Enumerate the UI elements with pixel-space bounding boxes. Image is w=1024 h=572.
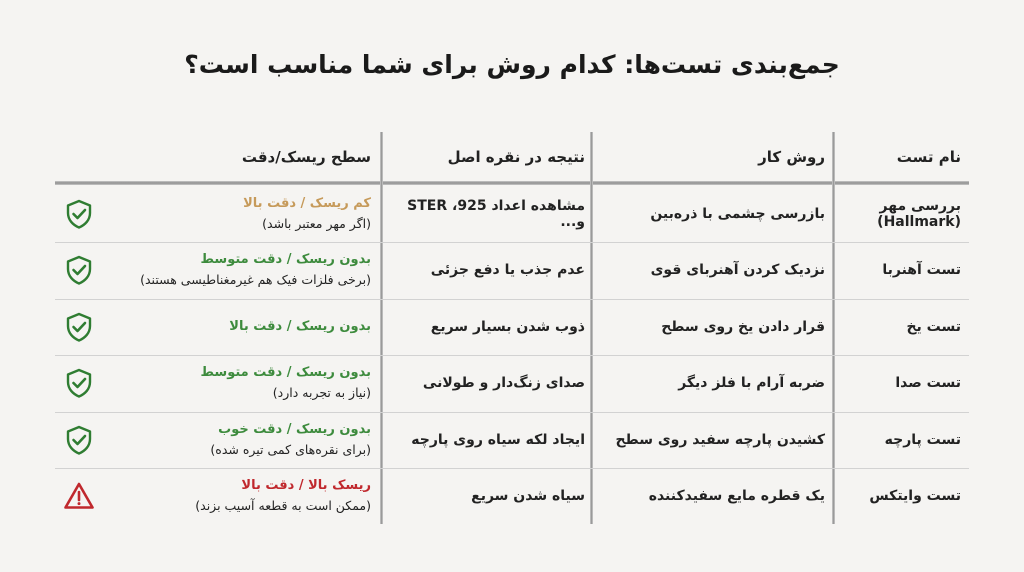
risk-note: (ممکن است به قطعه آسیب بزند) bbox=[195, 498, 371, 513]
table-row bbox=[55, 242, 969, 300]
test-method: یک قطره مایع سفیدکننده bbox=[648, 488, 825, 504]
comparison-table bbox=[55, 132, 969, 524]
risk-label: بدون ریسک / دقت خوب bbox=[218, 421, 371, 437]
risk-level bbox=[113, 242, 371, 299]
test-name: بررسی مهر (Hallmark) bbox=[877, 197, 961, 230]
test-method: ضربه آرام با فلز دیگر bbox=[678, 375, 825, 391]
test-name: تست آهنربا bbox=[882, 262, 961, 278]
risk-note: (برای نقره‌های کمی تیره شده) bbox=[210, 441, 371, 457]
header-method: روش کار bbox=[758, 148, 825, 166]
test-result: سیاه شدن سریع bbox=[471, 488, 585, 504]
test-method: بازرسی چشمی با ذره‌بین bbox=[650, 205, 825, 222]
shield-check-icon bbox=[61, 242, 97, 299]
risk-note: (نیاز به تجربه دارد) bbox=[272, 385, 371, 400]
test-name: تست یخ bbox=[906, 318, 961, 335]
risk-level bbox=[113, 468, 371, 525]
test-name: تست پارچه bbox=[884, 431, 961, 448]
risk-label: کم ریسک / دقت بالا bbox=[243, 195, 371, 211]
table-row bbox=[55, 468, 969, 525]
test-method: نزدیک کردن آهنربای قوی bbox=[650, 262, 825, 278]
header-risk: سطح ریسک/دقت bbox=[241, 148, 371, 166]
shield-check-icon bbox=[61, 411, 97, 468]
risk-note: (اگر مهر معتبر باشد) bbox=[262, 215, 371, 231]
shield-check-icon bbox=[61, 298, 97, 355]
risk-level bbox=[113, 355, 371, 412]
risk-label: بدون ریسک / دقت متوسط bbox=[200, 365, 371, 380]
test-method: کشیدن پارچه سفید روی سطح bbox=[615, 431, 825, 448]
table-row bbox=[55, 298, 969, 356]
shield-check-icon bbox=[61, 355, 97, 412]
test-result: مشاهده اعداد 925، STER و... bbox=[407, 197, 585, 230]
test-result: ایجاد لکه سیاه روی پارچه bbox=[411, 431, 585, 448]
warning-triangle-icon bbox=[61, 468, 97, 525]
risk-label: بدون ریسک / دقت متوسط bbox=[200, 252, 371, 267]
header-name: نام تست bbox=[896, 148, 961, 166]
risk-level bbox=[113, 298, 371, 355]
table-row bbox=[55, 411, 969, 469]
risk-note: (برخی فلزات فیک هم غیرمغناطیسی هستند) bbox=[140, 272, 371, 287]
shield-check-icon bbox=[61, 185, 97, 242]
risk-label: بدون ریسک / دقت بالا bbox=[229, 318, 371, 334]
table-row bbox=[55, 355, 969, 413]
test-name: تست وایتکس bbox=[869, 488, 961, 504]
risk-label: ریسک بالا / دقت بالا bbox=[241, 478, 371, 493]
table-row bbox=[55, 185, 969, 243]
test-result: عدم جذب یا دفع جزئی bbox=[430, 262, 585, 278]
test-result: صدای زنگ‌دار و طولانی bbox=[422, 375, 585, 391]
test-result: ذوب شدن بسیار سریع bbox=[430, 318, 585, 335]
header-result: نتیجه در نقره اصل bbox=[447, 148, 585, 166]
page-title: جمع‌بندی تست‌ها: کدام روش برای شما مناسب است؟ bbox=[184, 50, 840, 79]
test-name: تست صدا bbox=[895, 375, 961, 391]
risk-level bbox=[113, 411, 371, 468]
test-method: قرار دادن یخ روی سطح bbox=[661, 318, 825, 335]
risk-level bbox=[113, 185, 371, 242]
